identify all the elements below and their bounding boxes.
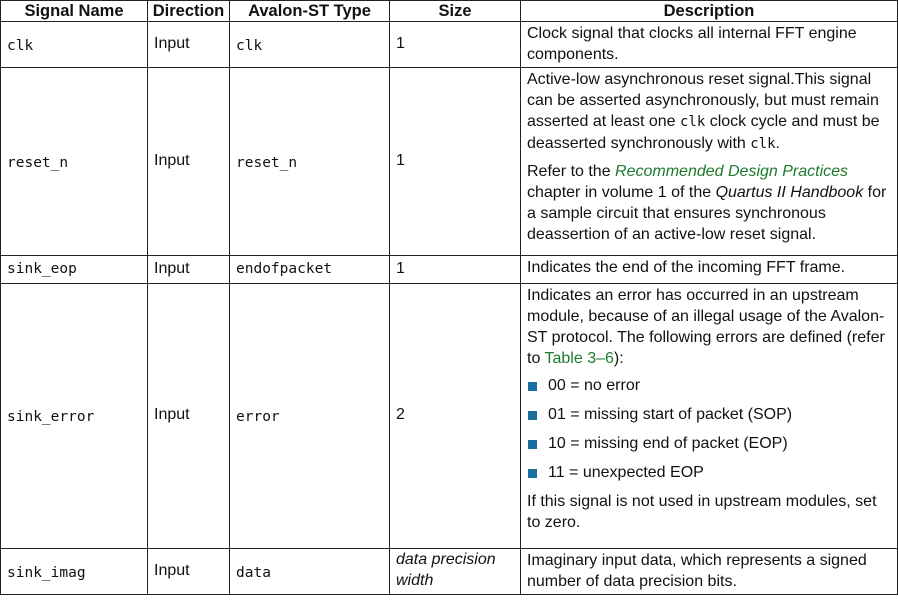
size-cell: data precision width	[390, 549, 521, 595]
list-item	[527, 462, 889, 483]
table-row	[1, 22, 898, 68]
square-bullet-icon	[528, 469, 537, 478]
code-clk: clk	[679, 114, 706, 130]
handbook-title: Quartus II Handbook	[715, 184, 864, 201]
table-3-6-link[interactable]: Table 3–6	[544, 350, 614, 367]
type-cell: endofpacket	[230, 256, 390, 284]
error-code-list	[527, 375, 889, 483]
table-row	[1, 256, 898, 284]
description-paragraph	[527, 285, 889, 369]
table-header-row	[1, 1, 898, 22]
direction-cell: Input	[148, 284, 230, 549]
type-cell: data	[230, 549, 390, 595]
list-item	[527, 375, 889, 396]
table-row	[1, 549, 898, 595]
description-text: Active-low asynchronous reset signal.This signal can be asserted asynchronously, but must remain asserted at least one	[527, 71, 879, 130]
recommended-design-practices-link[interactable]: Recommended Design Practices	[615, 163, 849, 180]
size-cell: 2	[390, 284, 521, 549]
description-text: ):	[613, 350, 624, 367]
list-item	[527, 404, 889, 425]
size-cell: 1	[390, 22, 521, 68]
description-cell	[521, 68, 898, 256]
header-description: Description	[521, 1, 898, 22]
description-cell	[521, 549, 898, 595]
description-text: .	[775, 135, 780, 152]
description-text: chapter in volume 1 of the	[527, 184, 716, 201]
signal-name-cell: reset_n	[1, 68, 148, 256]
table-row	[1, 284, 898, 549]
signal-name-cell: sink_imag	[1, 549, 148, 595]
header-avalon-st-type: Avalon-ST Type	[230, 1, 390, 22]
description-text: If this signal is not used in upstream modules, set to zero.	[527, 493, 877, 531]
square-bullet-icon	[528, 440, 537, 449]
header-signal-name: Signal Name	[1, 1, 148, 22]
header-size: Size	[390, 1, 521, 22]
signal-name-cell: clk	[1, 22, 148, 68]
direction-cell: Input	[148, 68, 230, 256]
description-text: Clock signal that clocks all internal FFT engine components.	[527, 25, 857, 63]
description-text: Indicates an error has occurred in an upstream module, because of an illegal usage of the Avalon-ST protocol. The following errors are defined (refer to	[527, 287, 885, 367]
description-text: for a sample circuit that ensures synchronous deassertion of an active-low reset signal.	[527, 184, 887, 243]
list-item	[527, 433, 889, 454]
description-text: Refer to the	[527, 163, 616, 180]
list-item-text: 10 = missing end of packet (EOP)	[548, 435, 788, 452]
signal-name-cell: sink_eop	[1, 256, 148, 284]
direction-cell: Input	[148, 22, 230, 68]
square-bullet-icon	[528, 411, 537, 420]
description-paragraph	[527, 161, 889, 245]
table-row	[1, 68, 898, 256]
direction-cell: Input	[148, 549, 230, 595]
size-cell: 1	[390, 256, 521, 284]
description-cell	[521, 256, 898, 284]
size-cell: 1	[390, 68, 521, 256]
square-bullet-icon	[528, 382, 537, 391]
type-cell: error	[230, 284, 390, 549]
type-cell: reset_n	[230, 68, 390, 256]
description-text: Indicates the end of the incoming FFT frame.	[527, 259, 846, 276]
list-item-text: 11 = unexpected EOP	[548, 464, 704, 481]
direction-cell: Input	[148, 256, 230, 284]
code-clk: clk	[750, 136, 776, 152]
description-cell	[521, 22, 898, 68]
description-cell	[521, 284, 898, 549]
type-cell: clk	[230, 22, 390, 68]
description-paragraph	[527, 69, 889, 155]
signal-name-cell: sink_error	[1, 284, 148, 549]
header-direction: Direction	[148, 1, 230, 22]
list-item-text: 00 = no error	[548, 377, 641, 394]
description-text: Imaginary input data, which represents a signed number of data precision bits.	[527, 552, 867, 590]
list-item-text: 01 = missing start of packet (SOP)	[548, 406, 793, 423]
description-text: clock cycle and must be deasserted synchronously with	[527, 113, 880, 152]
